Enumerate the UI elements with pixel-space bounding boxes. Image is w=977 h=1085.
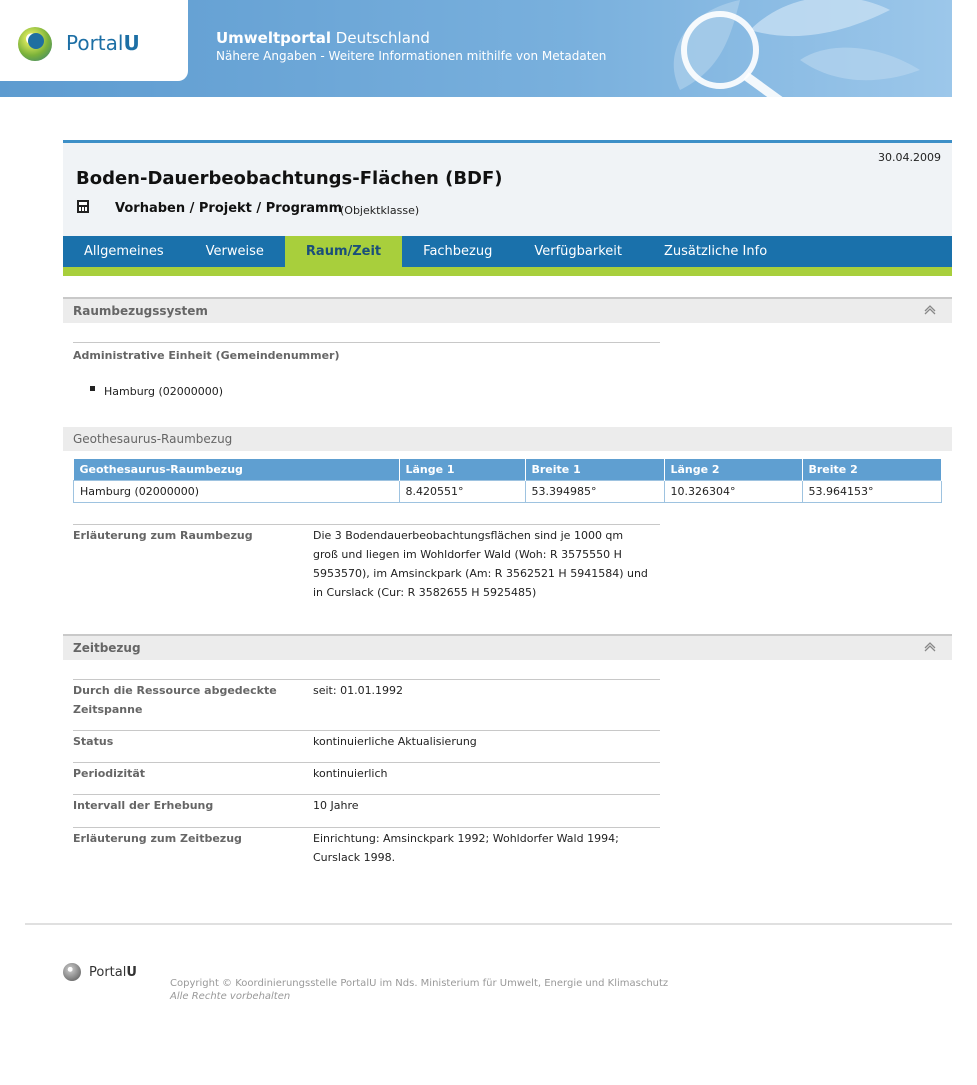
divider bbox=[73, 730, 660, 731]
status-label: Status bbox=[73, 735, 114, 748]
record-title-area bbox=[63, 140, 952, 239]
table-cell: 53.394985° bbox=[525, 481, 664, 503]
intervall-value: 10 Jahre bbox=[313, 799, 359, 812]
divider bbox=[73, 679, 660, 680]
tab-verfuegbarkeit[interactable]: Verfügbarkeit bbox=[534, 244, 622, 259]
column-header: Länge 2 bbox=[664, 459, 802, 481]
divider bbox=[73, 794, 660, 795]
leaf-magnifier-illustration bbox=[620, 0, 952, 97]
divider bbox=[73, 524, 660, 525]
tab-raum-zeit[interactable]: Raum/Zeit bbox=[285, 236, 402, 267]
column-header: Breite 1 bbox=[525, 459, 664, 481]
collapse-icon[interactable] bbox=[924, 305, 936, 315]
section-header-zeitbezug[interactable] bbox=[63, 634, 952, 660]
admin-unit-value: Hamburg (02000000) bbox=[104, 385, 224, 398]
column-header: Breite 2 bbox=[802, 459, 942, 481]
bullet-icon bbox=[90, 386, 95, 391]
zeitbezug-note-value: Einrichtung: Amsinckpark 1992; Wohldorfer Wald 1994; Curslack 1998. bbox=[313, 832, 619, 864]
periodizitaet-label: Periodizität bbox=[73, 767, 146, 780]
table-header-row bbox=[74, 459, 942, 481]
footer-logo-icon bbox=[63, 963, 81, 981]
raumbezug-note-value: Die 3 Bodendauerbeobachtungsflächen sind je 1000 qm groß und liegen im Wohldorfer Wald (Woh: R 3575550 H 5953570), im Amsinckpark (Am: R 3562521 H 5941584) und in Curslack (Cur: R 3582655 H 5925485) bbox=[313, 529, 648, 599]
portalu-logo-icon bbox=[18, 27, 52, 61]
header-banner bbox=[0, 0, 952, 97]
copyright-text: Copyright © Koordinierungsstelle PortalU im Nds. Ministerium für Umwelt, Energie und Klimaschutz bbox=[170, 978, 669, 989]
column-header: Länge 1 bbox=[399, 459, 525, 481]
divider bbox=[73, 827, 660, 828]
collapse-icon[interactable] bbox=[924, 642, 936, 652]
rights-text: Alle Rechte vorbehalten bbox=[170, 991, 291, 1002]
admin-unit-label: Administrative Einheit (Gemeindenummer) bbox=[73, 349, 340, 362]
object-class-note: (Objektklasse) bbox=[340, 204, 420, 217]
geothesaurus-table bbox=[73, 459, 942, 503]
portalu-logo-text: PortalU bbox=[66, 31, 140, 55]
divider bbox=[73, 342, 660, 343]
status-value: kontinuierliche Aktualisierung bbox=[313, 735, 477, 748]
object-class: Vorhaben / Projekt / Programm bbox=[115, 201, 343, 216]
table-cell: 10.326304° bbox=[664, 481, 802, 503]
tab-zusaetzliche-info[interactable]: Zusätzliche Info bbox=[664, 244, 768, 259]
section-header-raumbezug[interactable] bbox=[63, 297, 952, 323]
table-row bbox=[74, 481, 942, 503]
tab-allgemeines[interactable]: Allgemeines bbox=[84, 244, 164, 259]
subsection-title: Geothesaurus-Raumbezug bbox=[73, 432, 233, 446]
zeitspanne-value: seit: 01.01.1992 bbox=[313, 684, 404, 697]
calculator-icon bbox=[77, 200, 89, 213]
footer-logo-text[interactable]: PortalU bbox=[89, 965, 137, 980]
intervall-label: Intervall der Erhebung bbox=[73, 799, 214, 812]
column-header: Geothesaurus-Raumbezug bbox=[74, 459, 400, 481]
tab-verweise[interactable]: Verweise bbox=[205, 244, 264, 259]
zeitbezug-note-label: Erläuterung zum Zeitbezug bbox=[73, 832, 242, 845]
table-cell: 8.420551° bbox=[399, 481, 525, 503]
zeitspanne-label: Durch die Ressource abgedeckte Zeitspanne bbox=[73, 684, 277, 716]
tab-fachbezug[interactable]: Fachbezug bbox=[423, 244, 493, 259]
record-date: 30.04.2009 bbox=[878, 151, 941, 164]
subsection-header-geothesaurus bbox=[63, 427, 952, 451]
tab-underline bbox=[63, 267, 952, 276]
raumbezug-note-label: Erläuterung zum Raumbezug bbox=[73, 529, 253, 542]
section-title: Zeitbezug bbox=[73, 641, 141, 655]
record-title: Boden-Dauerbeobachtungs-Flächen (BDF) bbox=[76, 168, 503, 189]
logo-box[interactable] bbox=[0, 0, 188, 81]
section-title: Raumbezugssystem bbox=[73, 304, 208, 318]
divider bbox=[73, 762, 660, 763]
site-title: Umweltportal Deutschland bbox=[216, 29, 430, 47]
tab-bar bbox=[63, 236, 952, 267]
table-cell: 53.964153° bbox=[802, 481, 942, 503]
table-cell: Hamburg (02000000) bbox=[74, 481, 400, 503]
site-subtitle: Nähere Angaben - Weitere Informationen mithilfe von Metadaten bbox=[216, 49, 607, 63]
periodizitaet-value: kontinuierlich bbox=[313, 767, 388, 780]
footer-divider bbox=[25, 923, 952, 925]
